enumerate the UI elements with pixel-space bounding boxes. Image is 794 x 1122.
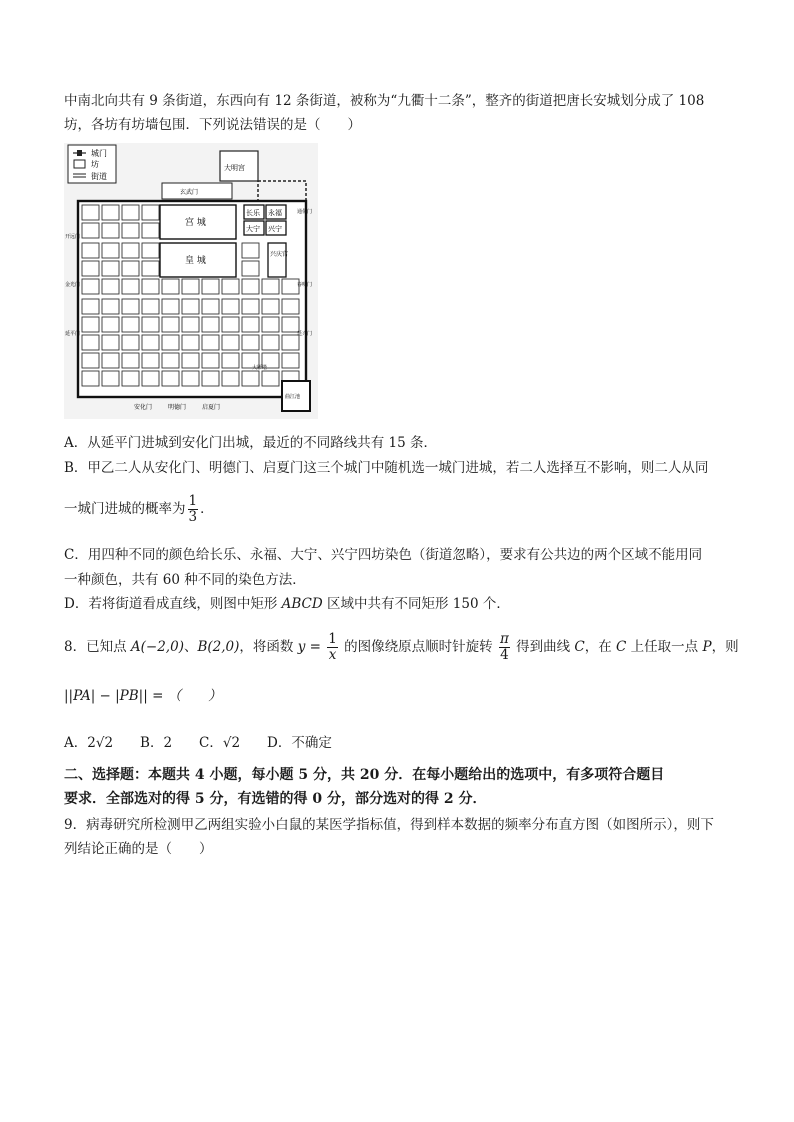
- ward-block: [102, 335, 119, 350]
- q7-option-d: D．若将街道看成直线，则图中矩形 ABCD 区域中共有不同矩形 150 个．: [64, 596, 510, 612]
- ward-block: [222, 317, 239, 332]
- ward-block: [202, 335, 219, 350]
- ward-block: [82, 243, 99, 258]
- ward-block: [222, 371, 239, 386]
- ward-block: [122, 243, 139, 258]
- label-qixiamen: 启夏门: [202, 404, 221, 411]
- ward-block: [142, 279, 159, 294]
- fraction-one-third: $\frac{1}{3}$: [188, 493, 198, 525]
- ward-block: [202, 279, 219, 294]
- ward-block: [122, 223, 139, 238]
- ward-block: [282, 353, 299, 368]
- ward-block: [182, 317, 199, 332]
- label-chunmingmen: 春明门: [297, 282, 313, 288]
- label-daning: 大宁: [246, 225, 260, 233]
- ward-block: [262, 335, 279, 350]
- ward-block: [242, 371, 259, 386]
- label-jinguangmen: 金光门: [65, 282, 81, 288]
- ward-block: [182, 371, 199, 386]
- ward-block: [262, 299, 279, 314]
- label-yanxingmen: 延兴门: [297, 331, 313, 337]
- ward-block: [202, 317, 219, 332]
- ward-block: [82, 223, 99, 238]
- label-xuanwumen: 玄武门: [180, 189, 199, 196]
- label-dayanta: 大雁塔: [252, 365, 268, 371]
- q7-intro-line1: 中南北向共有 9 条街道，东西向有 12 条街道，被称为“九衢十二条”，整齐的街道把唐长安城划分成了 108: [64, 93, 705, 109]
- q7-option-a: A．从延平门进城到安化门出城，最近的不同路线共有 15 条．: [64, 435, 438, 451]
- ward-block: [82, 371, 99, 386]
- ward-block: [122, 205, 139, 220]
- label-yongfu: 永福: [268, 209, 282, 217]
- ward-block: [122, 261, 139, 276]
- q8-expression: ||PA| − |PB|| = （ ）: [64, 688, 222, 704]
- ward-block: [102, 299, 119, 314]
- ward-block: [282, 317, 299, 332]
- q7-option-c-line2: 一种颜色，共有 60 种不同的染色方法．: [64, 572, 306, 588]
- ward-block: [242, 243, 259, 258]
- ward-block: [262, 371, 279, 386]
- ward-block: [182, 279, 199, 294]
- label-gongcheng: 宫 城: [185, 218, 206, 228]
- map-legend: [68, 145, 116, 183]
- q7-intro-line2: 坊，各坊有坊墙包围．下列说法错误的是（ ）: [64, 117, 361, 133]
- ward-block: [162, 371, 179, 386]
- ward-block: [102, 317, 119, 332]
- ward-block: [262, 279, 279, 294]
- ward-block: [102, 371, 119, 386]
- q8-stem: 8．已知点 A(−2,0)、B(2,0)，将函数 y = $\frac{1}{x}$ 的图像绕原点顺时针旋转 $\frac{\pi}{4}$ 得到曲线 C，在 C 上任取一点 P，则: [64, 631, 739, 663]
- ward-block: [162, 299, 179, 314]
- label-anhuamen: 安化门: [134, 404, 153, 411]
- ward-block: [142, 317, 159, 332]
- ward-block: [82, 353, 99, 368]
- ward-block: [242, 299, 259, 314]
- label-tonghuamen: 通化门: [297, 209, 313, 215]
- section2-heading-line1: 二、选择题：本题共 4 小题，每小题 5 分，共 20 分．在每小题给出的选项中，有多项符合题目: [64, 767, 665, 783]
- ward-block: [222, 335, 239, 350]
- ward-block: [122, 335, 139, 350]
- changan-city-map: [64, 143, 318, 419]
- label-huangcheng: 皇 城: [185, 256, 206, 266]
- ward-block: [142, 205, 159, 220]
- ward-block: [102, 279, 119, 294]
- q8-options: A．2√2 B．2 C．√2 D．不确定: [64, 735, 332, 751]
- ward-block: [282, 299, 299, 314]
- label-yanpingmen: 延平门: [65, 331, 81, 337]
- ward-block: [82, 317, 99, 332]
- ward-block: [202, 353, 219, 368]
- q7-option-b-line2: 一城门进城的概率为 $\frac{1}{3}$ ．: [64, 493, 214, 525]
- ward-block: [82, 335, 99, 350]
- ward-block: [242, 261, 259, 276]
- label-mingdemen: 明德门: [168, 404, 187, 411]
- label-daminggong: 大明宫: [224, 164, 245, 172]
- ward-block: [182, 299, 199, 314]
- label-qujiangchi: 曲江池: [285, 394, 301, 400]
- ward-block: [142, 223, 159, 238]
- legend-gate: 城门: [91, 149, 107, 158]
- ward-block: [262, 317, 279, 332]
- ward-block: [282, 335, 299, 350]
- ward-block: [242, 317, 259, 332]
- q9-stem-line2: 列结论正确的是（ ）: [64, 841, 213, 857]
- ward-block: [102, 223, 119, 238]
- ward-block: [102, 205, 119, 220]
- q7-option-c-line1: C．用四种不同的颜色给长乐、永福、大宁、兴宁四坊染色（街道忽略），要求有公共边的两个区域不能用同: [64, 547, 703, 563]
- ward-block: [82, 261, 99, 276]
- ward-block: [222, 299, 239, 314]
- ward-block: [142, 371, 159, 386]
- ward-block: [102, 261, 119, 276]
- ward-block: [82, 205, 99, 220]
- q9-stem-line1: 9．病毒研究所检测甲乙两组实验小白鼠的某医学指标值，得到样本数据的频率分布直方图（如图所示），则下: [64, 817, 714, 833]
- label-changle: 长乐: [246, 209, 260, 217]
- section2-heading-line2: 要求．全部选对的得 5 分，有选错的得 0 分，部分选对的得 2 分．: [64, 791, 487, 807]
- ward-block: [102, 243, 119, 258]
- ward-block: [142, 353, 159, 368]
- ward-block: [162, 353, 179, 368]
- label-xingqinggong: 兴庆宫: [270, 251, 289, 258]
- legend-street: 街道: [91, 172, 107, 181]
- fraction-one-over-x: $\frac{1}{x}$: [328, 631, 337, 663]
- ward-block: [142, 243, 159, 258]
- ward-block: [162, 317, 179, 332]
- legend-ward: 坊: [91, 160, 99, 169]
- ward-block: [142, 299, 159, 314]
- ward-block: [162, 335, 179, 350]
- ward-block: [102, 353, 119, 368]
- ward-block: [122, 317, 139, 332]
- ward-block: [182, 353, 199, 368]
- ward-block: [122, 279, 139, 294]
- ward-block: [162, 279, 179, 294]
- ward-block: [242, 335, 259, 350]
- ward-block: [222, 353, 239, 368]
- ward-block: [142, 335, 159, 350]
- q7-option-b-line1: B．甲乙二人从安化门、明德门、启夏门这三个城门中随机选一城门进城，若二人选择互不影响，则二人从同: [64, 460, 709, 476]
- ward-block: [122, 371, 139, 386]
- ward-block: [122, 353, 139, 368]
- ward-block: [242, 279, 259, 294]
- ward-block: [222, 279, 239, 294]
- ward-block: [82, 279, 99, 294]
- label-kaiyuanmen: 开远门: [65, 234, 81, 240]
- ward-block: [122, 299, 139, 314]
- fraction-pi-over-4: $\frac{\pi}{4}$: [499, 631, 509, 663]
- ward-block: [202, 299, 219, 314]
- ward-block: [202, 371, 219, 386]
- ward-block: [182, 335, 199, 350]
- ward-block: [82, 299, 99, 314]
- label-xingning: 兴宁: [268, 225, 282, 233]
- ward-block: [142, 261, 159, 276]
